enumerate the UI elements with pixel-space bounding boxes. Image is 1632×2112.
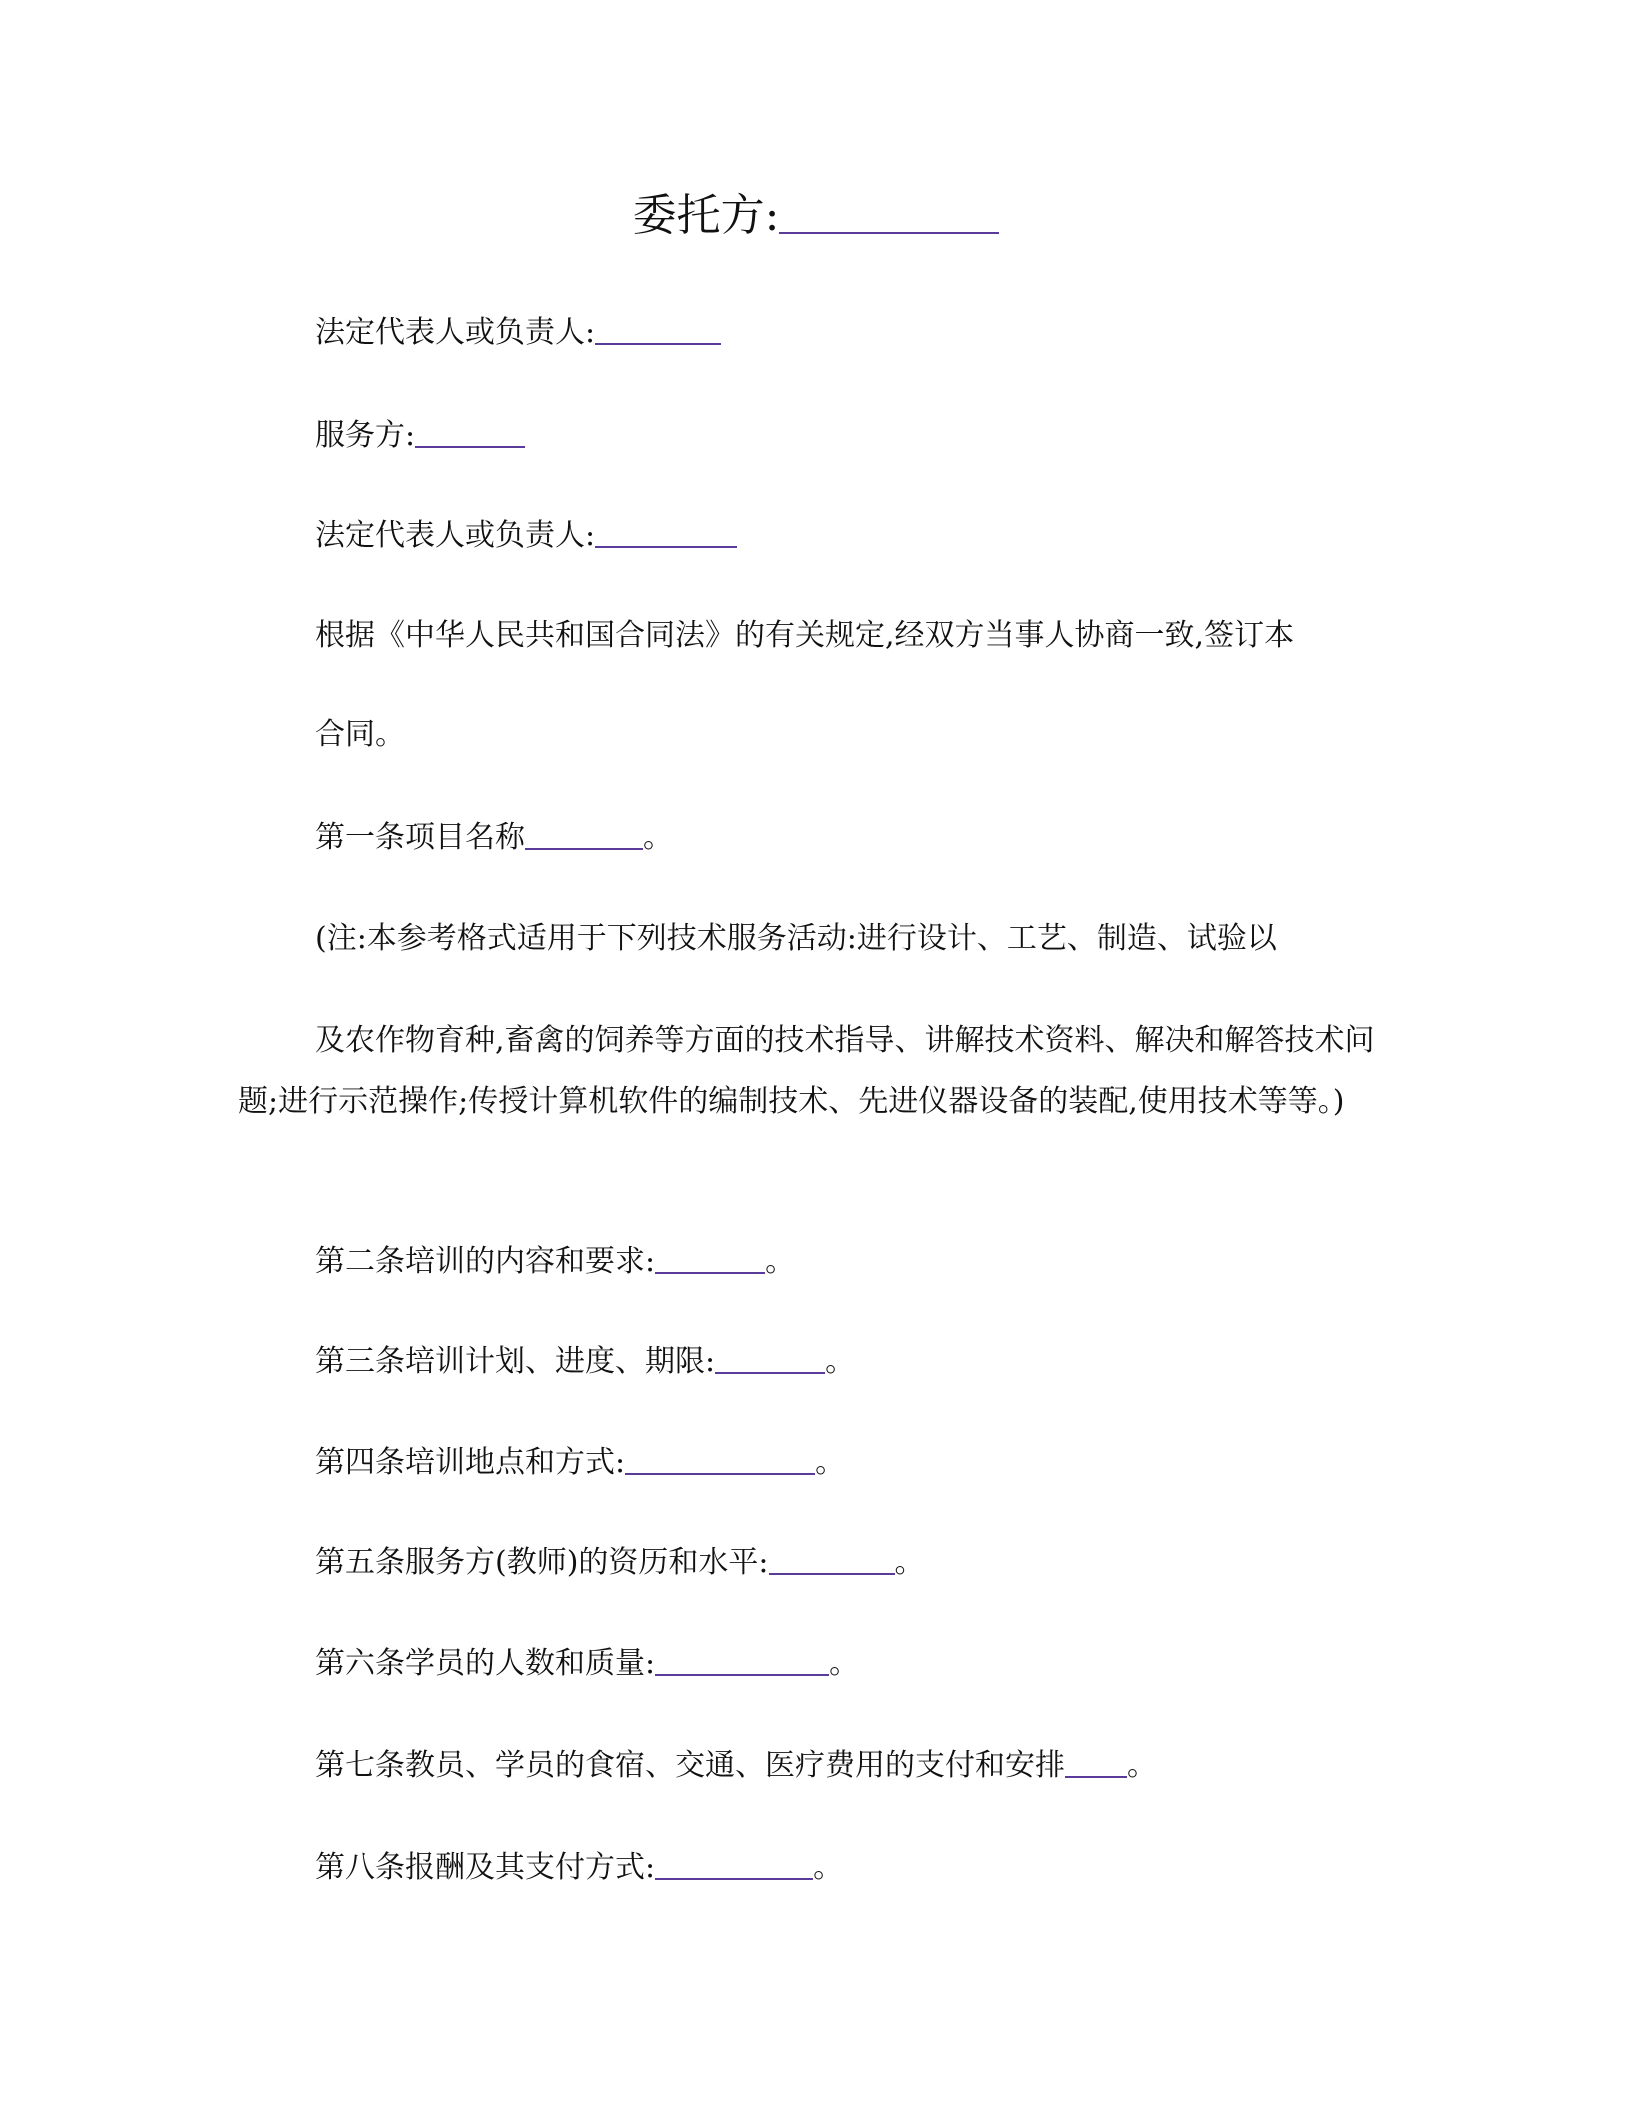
article-7-line [315, 1744, 1157, 1788]
article-1-line [315, 816, 673, 860]
service-representative-label: 法定代表人或负责人: [315, 518, 596, 554]
article-3-blank [715, 1340, 825, 1374]
article-8-line [315, 1846, 843, 1890]
legal-basis-line [315, 614, 1294, 658]
article-5-end: 。 [894, 1545, 925, 1581]
article-2-blank [655, 1240, 765, 1274]
service-representative-blank [595, 514, 737, 548]
legal-basis-end-line [315, 713, 405, 757]
service-party-line [315, 414, 525, 458]
article-6-blank [655, 1642, 829, 1676]
legal-basis-text: 根据《中华人民共和国合同法》的有关规定,经双方当事人协商一致,签订本 [315, 618, 1295, 653]
note-text: (注:本参考格式适用于下列技术服务活动:进行设计、工艺、制造、试验以 [315, 921, 1277, 956]
article-6-label: 第六条学员的人数和质量: [315, 1646, 656, 1682]
article-5-blank [769, 1541, 895, 1575]
article-2-label: 第二条培训的内容和要求: [315, 1244, 656, 1280]
article-7-end: 。 [1127, 1748, 1157, 1784]
article-6-end: 。 [829, 1646, 860, 1682]
article-5-line [315, 1541, 925, 1585]
article-8-end: 。 [813, 1850, 844, 1886]
article-4-blank [625, 1441, 815, 1475]
article-4-line [315, 1441, 845, 1485]
title-label: 委托方: [632, 190, 780, 241]
article-3-line [315, 1340, 855, 1384]
article-1-blank [525, 816, 643, 850]
article-1-end: 。 [643, 820, 673, 856]
article-4-end: 。 [815, 1445, 846, 1481]
article-3-label: 第三条培训计划、进度、期限: [315, 1344, 716, 1380]
document-title [0, 186, 1632, 246]
article-7-blank [1065, 1744, 1127, 1778]
article-6-line [315, 1642, 859, 1686]
service-representative-line [315, 514, 737, 558]
article-2-end: 。 [765, 1244, 796, 1280]
client-representative-blank [595, 311, 721, 345]
article-8-label: 第八条报酬及其支付方式: [315, 1850, 656, 1886]
service-party-label: 服务方: [315, 418, 416, 454]
article-7-label: 第七条教员、学员的食宿、交通、医疗费用的支付和安排 [315, 1748, 1065, 1784]
client-representative-line [315, 311, 721, 355]
note-paragraph: 及农作物育种,畜禽的饲养等方面的技术指导、讲解技术资料、解决和解答技术问题;进行示范操作;传授计算机软件的编制技术、先进仪器设备的装配,使用技术等等。) [238, 1023, 1375, 1119]
article-5-label: 第五条服务方(教师)的资历和水平: [315, 1545, 769, 1581]
article-4-label: 第四条培训地点和方式: [315, 1445, 626, 1481]
article-1-label: 第一条项目名称 [315, 820, 525, 856]
note-line [315, 917, 1277, 961]
article-2-line [315, 1240, 795, 1284]
title-blank [779, 188, 999, 234]
article-3-end: 。 [825, 1344, 856, 1380]
article-8-blank [655, 1846, 813, 1880]
legal-basis-end-text: 合同。 [315, 717, 405, 752]
service-party-blank [415, 414, 525, 448]
client-representative-label: 法定代表人或负责人: [315, 315, 596, 351]
